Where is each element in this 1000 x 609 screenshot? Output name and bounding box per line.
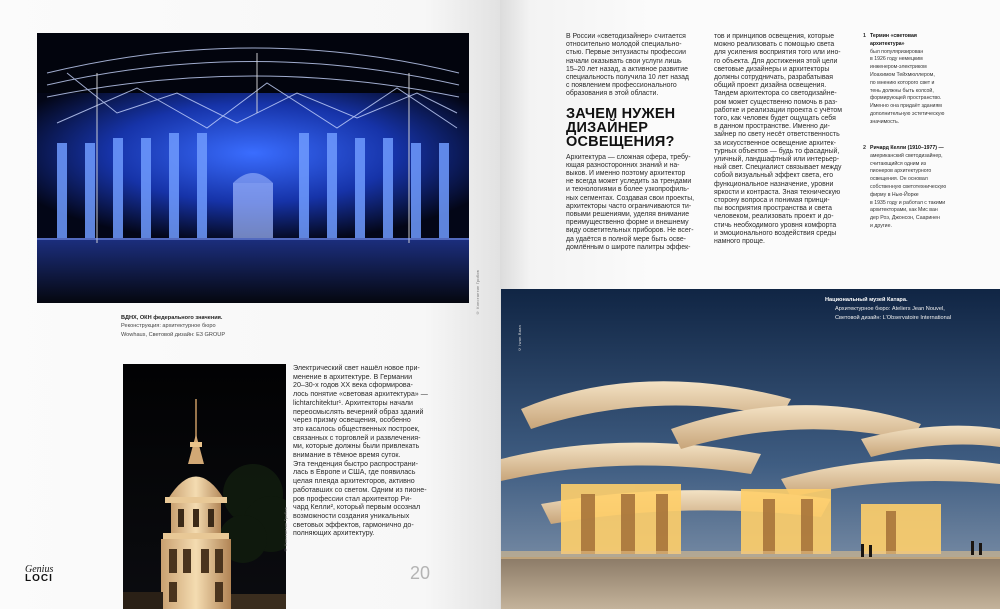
footnote-line: и другие. <box>870 222 892 229</box>
body-text-line: Тандем архитектора со светодизайне- <box>714 90 837 98</box>
body-text-line: виду осветительных приборов. Не всег- <box>566 227 694 235</box>
body-text-line: домлённым о широте палитры эффек- <box>566 243 691 251</box>
photo-credit: © Константин Грибов <box>475 270 480 316</box>
body-text-line: целая плеяда архитекторов, активно <box>293 477 415 486</box>
photo-qatar-museum <box>501 289 1000 609</box>
body-text-line: и эмоционального воздействия среды <box>714 229 837 237</box>
body-text-line: архитекторы часто ограничиваются ти- <box>566 202 692 210</box>
body-text-line: ющая разносторонних знаний и на- <box>566 161 680 169</box>
footnote-line: собственную светотехническую <box>870 183 947 190</box>
body-text-line: лось понятие «световая архитектура» — <box>293 390 428 399</box>
body-text-line: внимание в тёмное время суток. <box>293 451 401 460</box>
body-text-line: ный свет. Специалист связывает между <box>714 164 842 172</box>
body-text-line: работке и реализации проекта с учётом <box>714 106 842 114</box>
footnote-title: Термин «световая <box>870 33 917 39</box>
caption-title: ВДНХ, ОКН федерального значения. <box>121 315 223 321</box>
body-text-line: связанных с торговлей и развлечения- <box>293 433 421 442</box>
body-text-line: 15–20 лет назад, а активное развитие <box>566 65 688 73</box>
magazine-logo <box>25 565 85 584</box>
body-text-line: того, как человек будет ощущать себя <box>714 115 836 123</box>
footnote-line: американский светодизайнер, <box>870 152 943 159</box>
body-text-line: турных объектов — будь то фасадный, <box>714 147 840 155</box>
body-text-line: возможности создания уникальных <box>293 511 410 520</box>
body-text-line: стью. Первые энтузиасты профессии <box>566 49 686 57</box>
body-text-line: преимущественно форме и внешнему <box>566 219 689 227</box>
article-body-left <box>293 364 443 538</box>
footnote-line: инженером-электриком <box>870 64 927 71</box>
body-text-line: начали оказывать свои услуги лишь <box>566 57 682 65</box>
body-text-line: тов и принципов освещения, которые <box>714 33 835 40</box>
footnote-line: освещения. Он основал <box>870 176 928 183</box>
body-text-line: за искусственное освещение архитек- <box>714 139 836 147</box>
body-text-line: ми, которые должны были привлекать <box>293 442 420 451</box>
photo-vdnkh-pavilion <box>37 33 469 303</box>
body-text-line: стичь необходимого уровня комфорта <box>714 221 837 229</box>
body-text-line: пы восприятия пространства и света <box>714 205 832 213</box>
footnote-2 <box>863 145 990 231</box>
body-text-line: ром может существенно помочь в раз- <box>714 98 838 106</box>
body-text-line: полняющих архитектуру. <box>293 529 375 538</box>
photo-credit: © Константин Грибов <box>283 507 288 553</box>
body-text-line: образования в этой области. <box>566 90 659 98</box>
body-text-line: общий проект дизайна освещения. <box>714 82 827 90</box>
body-text-line: В России «светодизайнер» считается <box>566 33 686 40</box>
footnote-line: фирму в Нью-Йорке <box>870 191 919 198</box>
body-text-line: Архитектура — сложная сфера, требу- <box>566 153 691 161</box>
body-text-line: должны сотрудничать, разрабатывая <box>714 74 833 82</box>
heading-line: ОСВЕЩЕНИЯ? <box>566 133 675 150</box>
footnote-line: дополнительную эстетическую <box>870 110 945 117</box>
page-number: 20 <box>410 563 431 583</box>
body-text-line: и технологиями в более узкопрофиль- <box>566 186 690 194</box>
column-paragraph <box>566 33 711 99</box>
body-text-line: через призму освещения, особенно <box>293 416 411 425</box>
caption-line: Световой дизайн: L'Observatoire International <box>835 315 952 321</box>
photo-credit: © Iwan Baan <box>517 325 522 353</box>
body-text-line: это касалось общественных построек, <box>293 424 420 433</box>
footnote-line: архитекторами, как Мис ван <box>870 207 938 214</box>
body-text-line: уличный, ландшафтный или интерьер- <box>714 156 840 164</box>
body-text-line: для усиления восприятия того или ино- <box>714 49 841 57</box>
caption-title: Национальный музей Катара. <box>825 297 908 303</box>
footnote-line: тень должны быть колсой, <box>870 87 934 94</box>
body-text-line: да удаётся в полной мере быть осве- <box>566 235 686 243</box>
footnote-line: был популяризирован <box>870 48 924 55</box>
caption-line: Wowhaus, Световой дизайн: E3 GROUP <box>121 331 226 338</box>
body-text-line: го объекта. Для достижения этой цели <box>714 57 838 65</box>
body-text-line: намного проще. <box>714 238 765 246</box>
photo-caption-qatar <box>825 296 951 323</box>
body-text-line: можно реализовать с помощью света <box>714 41 835 49</box>
body-text-line: ров профессии стал архитектор Ри- <box>293 494 412 503</box>
photo-tower-night <box>123 364 286 609</box>
footnote-line: формирующей пространство. <box>870 95 942 102</box>
body-text-line: сторону вопроса и понимая принци- <box>714 197 830 205</box>
logo-line: LOCI <box>25 573 53 584</box>
body-text-line: повыми решениями, уделяя внимание <box>566 211 690 219</box>
footnote-line: по мнению которого свет и <box>870 79 935 86</box>
logo-line: Genius <box>25 564 54 575</box>
body-text-line: зайнер по свету несёт ответственность <box>714 131 840 139</box>
footnote-line: считающийся одним из <box>870 160 926 167</box>
body-text-line: выков. И именно поэтому архитектор <box>566 170 686 178</box>
article-column-1 <box>566 33 711 252</box>
body-text-line: работавших со светом. Одним из пионе- <box>293 485 427 494</box>
footnote-number: 2 <box>863 145 866 151</box>
body-text-line: переосмыслять вечерний образ зданий <box>293 407 424 416</box>
article-column-2 <box>714 33 857 246</box>
footnote-line: пионеров архитектурного <box>870 168 932 175</box>
footnote-line: в 1935 году и работал с такими <box>870 199 946 206</box>
footnote-number: 1 <box>863 33 866 39</box>
body-text-line: специальность получила 10 лет назад <box>566 74 689 82</box>
footnote-title: Ричард Келли (1910–1977) — <box>870 145 944 151</box>
footnote-line: в 1926 году немецким <box>870 56 923 63</box>
footnote-title: архитектура» <box>870 40 905 47</box>
body-text-line: с появлением профессионального <box>566 82 677 90</box>
body-text-line: Эта тенденция быстро распространи- <box>293 459 418 468</box>
body-text-line: не всегда может уследить за трендами <box>566 178 692 186</box>
body-text-line: lichtarchitektur¹. Архитекторы начали <box>293 398 414 407</box>
footnote-line: Именно она придаёт зданиям <box>870 103 942 110</box>
heading-line: ЗАЧЕМ НУЖЕН <box>566 105 676 122</box>
body-text-line: 20–30-х годов XX века сформирова- <box>293 381 413 390</box>
body-text-line: световые дизайнеры и архитекторы <box>714 65 830 73</box>
caption-line: Архитектурное бюро: Ateliers Jean Nouvel, <box>835 306 945 312</box>
body-text-line: человеком, реализовать проект и до- <box>714 213 834 221</box>
footnote-1 <box>863 33 990 127</box>
body-text-line: собой визуальный эффект света, его <box>714 172 834 180</box>
caption-line: Реконструкция: архитектурное бюро <box>121 323 216 330</box>
body-text-line: менение в архитектуре. В Германии <box>293 372 413 381</box>
body-text-line: относительно молодой специально- <box>566 41 682 49</box>
body-text-line: в данном пространстве. Именно ди- <box>714 123 830 131</box>
body-text-line: Электрический свет нашёл новое при- <box>293 364 420 372</box>
section-heading <box>566 107 711 149</box>
body-text-line: функциональное назначение, уровни <box>714 180 834 188</box>
photo-caption-vdnkh <box>121 314 225 339</box>
footnote-line: значимость. <box>870 118 900 125</box>
footnote-line: дер Роэ, Джонсон, Сааринен <box>870 215 940 222</box>
body-text-line: лась в Европе и США, где появилась <box>293 468 416 477</box>
body-text-line: световых эффектов, гармонично до- <box>293 520 414 529</box>
column-paragraph <box>566 154 711 252</box>
body-text-line: чард Келли², который первым осознал <box>293 503 421 512</box>
heading-line: ДИЗАЙНЕР <box>566 119 649 136</box>
body-text-line: яркости и контраста. Зная техническую <box>714 188 841 196</box>
footnote-line: Иоахимом Тейхмюллером, <box>870 71 935 78</box>
body-text-line: ных сегментах. Создавая свои проекты, <box>566 194 695 202</box>
